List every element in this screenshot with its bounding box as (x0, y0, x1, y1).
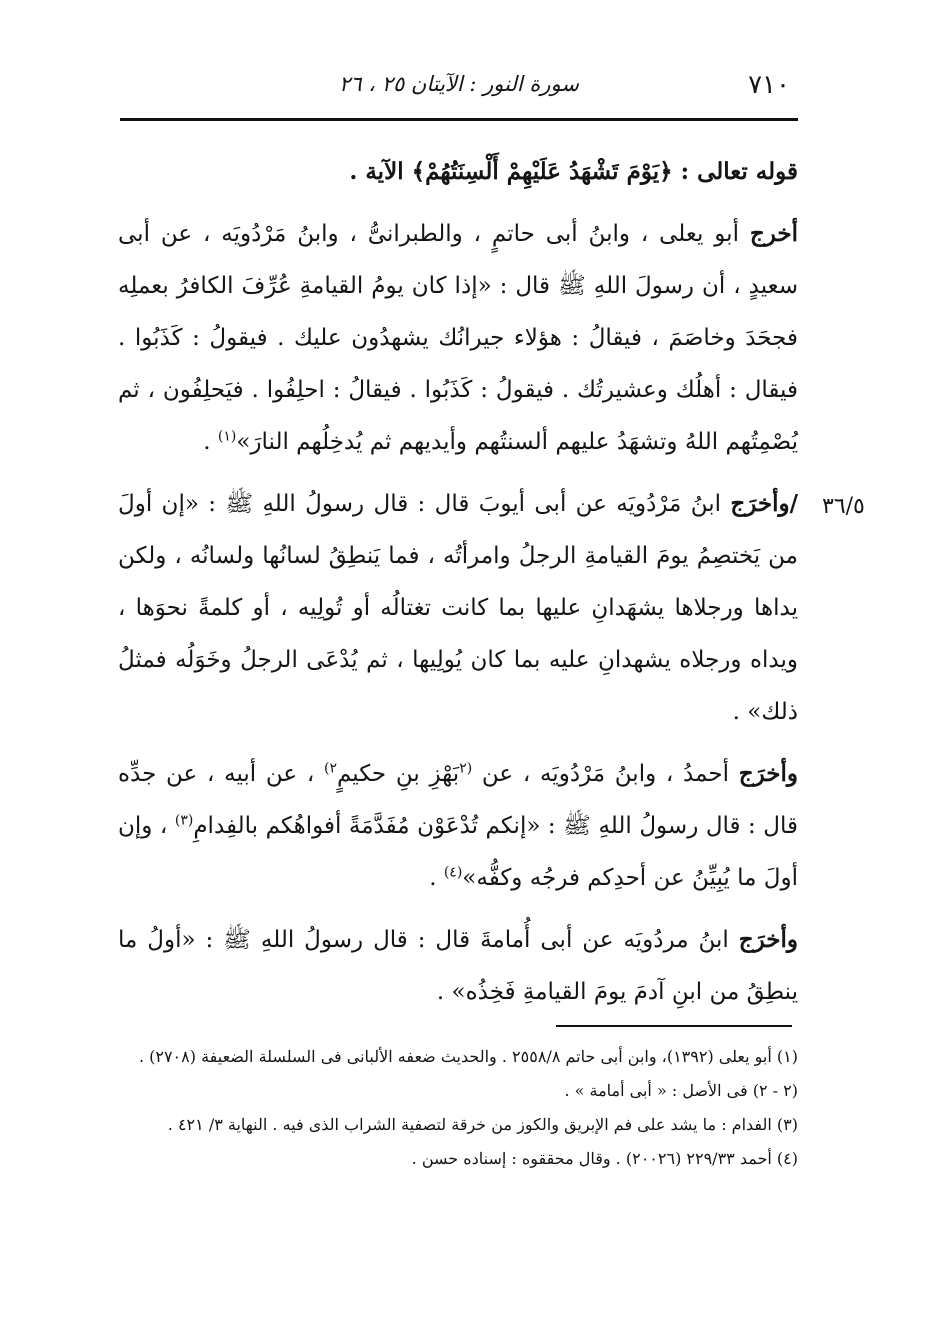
hadith-paragraph (118, 748, 798, 904)
paragraph-lead: أخرج (749, 220, 798, 247)
paragraph-lead: وأخرَج (738, 926, 798, 953)
paragraph-text: ، عن أبيه ، عن جدِّه قال : قال رسولُ اللهِ ﷺ : «إنكم تُدْعَوْن مُفَدَّمَةً أفواهُكم بالفِدامِ (118, 761, 799, 839)
paragraph-text: ﴿يَوْمَ تَشْهَدُ عَلَيْهِمْ أَلْسِنَتُهُمْ﴾ الآية . (349, 158, 681, 185)
footnote-marker: ٢) (323, 760, 337, 777)
paragraph-lead: قوله تعالى : (680, 158, 798, 185)
hadith-paragraph (118, 914, 798, 1018)
paragraph-text: بَهْزِ بنِ حكيمٍ (336, 761, 460, 787)
footnote-divider (556, 1025, 792, 1027)
footnote-marker: (٤) (443, 864, 463, 881)
footnote: (٤) أحمد ٢٢٩/٣٣ (٢٠٠٢٦) . وقال محققوه : إسناده حسن . (411, 1149, 798, 1168)
footnote: (١) أبو يعلى (١٣٩٢)، وابن أبى حاتم ٢٥٥٨/٨ . والحديث ضعفه الألبانى فى السلسلة الضعيفة (٢٧٠٨) . (138, 1047, 798, 1066)
footnote-marker: (١) (217, 428, 237, 445)
header-divider (120, 118, 798, 121)
paragraph-end: . (429, 865, 444, 891)
page-number: ٧١٠ (748, 70, 790, 100)
paragraph-text: ، وإن أولَ ما يُبِيِّنُ عن أحدِكم فرجُه وكفُّه» (118, 813, 798, 891)
hadith-paragraph (118, 478, 798, 738)
footnote-marker: (٢ (459, 760, 473, 777)
paragraph-lead: وأخرَج (738, 760, 798, 787)
paragraph-text: ابنُ مردُويَه عن أبى أُمامةَ قال : قال رسولُ اللهِ ﷺ : «أولُ ما ينطِقُ من ابنِ آدمَ يومَ القيامةِ فَخِذُه» . (118, 927, 798, 1005)
footnote: (٣) الفدام : ما يشد على فم الإبريق والكوز من خرقة لتصفية الشراب الذى فيه . النهاية ٣/ ٤٢١ . (167, 1115, 798, 1134)
footnote-marker: (٣) (174, 812, 194, 829)
margin-reference: ٣٦/٥ (822, 494, 865, 519)
paragraph-end: . (203, 429, 218, 455)
footnote: (٢ - ٢) فى الأصل : « أبى أمامة » . (564, 1081, 798, 1100)
main-text (118, 146, 798, 1028)
paragraph-text: أبو يعلى ، وابنُ أبى حاتمٍ ، والطبرانىُّ ، وابنُ مَرْدُويَه ، عن أبى سعيدٍ ، أن رسولَ اللهِ ﷺ قال : «إذا كان يومُ القيامةِ عُرِّفَ الكافرُ بعملِه فجحَدَ وخاصَمَ ، فيقالُ : هؤلاء جيرانُك يشهدُون عليك . فيقولُ : كَذَبُوا . فيقال : أهلُك وعشيرتُك . فيقولُ : كَذَبُوا . فيقالُ : احلِفُوا . فيَحلِفُون ، ثم يُصْمِتُهم اللهُ وتشهَدُ عليهم ألسنتُهم وأيديهم ثم يُدخِلُهم النارَ» (118, 221, 798, 455)
page-header (122, 66, 796, 106)
running-title: سورة النور : الآيتان ٢٥ ، ٢٦ (338, 72, 579, 96)
paragraph-lead: /وأخرَج (730, 490, 798, 517)
verse-heading-paragraph (118, 146, 798, 198)
paragraph-text: أحمدُ ، وابنُ مَرْدُويَه ، عن (472, 761, 739, 787)
footnotes (118, 1040, 798, 1176)
paragraph-text: ابنُ مَرْدُويَه عن أبى أيوبَ قال : قال رسولُ اللهِ ﷺ : «إن أولَ من يَختصِمُ يومَ القيامةِ الرجلُ وامرأتُه ، فما يَنطِقُ لسانُها ولسانُه ، ولكن يداها ورجلاها يشهَدانِ عليها بما كانت تغتالُه أو تُولِيه ، أو كلمةً نحوَها ، ويداه ورجلاه يشهدانِ عليه بما كان يُولِيها ، ثم يُدْعَى الرجلُ وخَوَلُه فمثلُ ذلك» . (118, 491, 798, 725)
hadith-paragraph (118, 208, 798, 468)
